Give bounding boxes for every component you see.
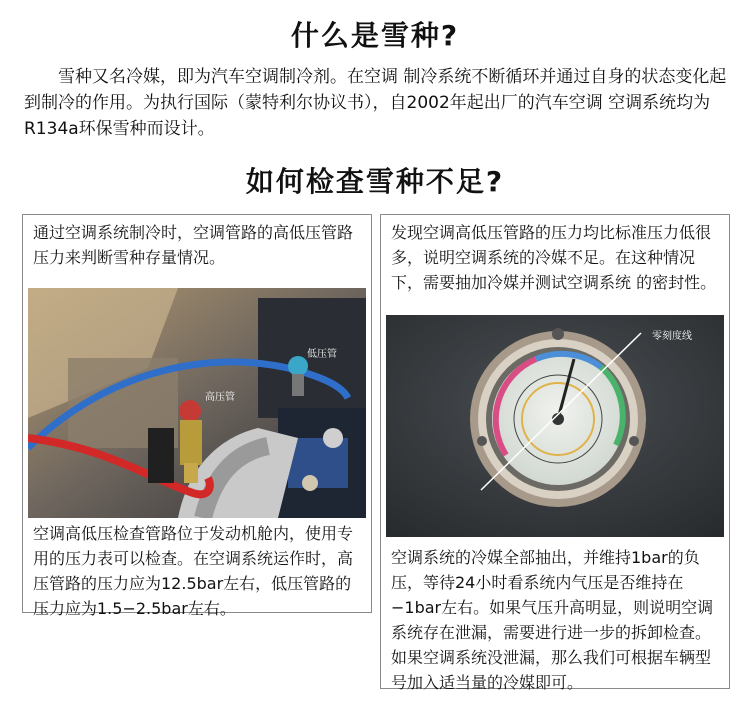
- high-pressure-pipe-label: 高压管: [205, 392, 235, 403]
- low-pressure-pipe-label: 低压管: [307, 349, 337, 360]
- right-panel: [380, 214, 730, 692]
- zero-scale-line-label: 零刻度线: [652, 331, 692, 342]
- section-title-check-refrigerant: 如何检查雪种不足?: [245, 165, 505, 198]
- intro-paragraph: 雪种又名冷媒，即为汽车空调制冷剂。在空调 制冷系统不断循环并通过自身的状态变化起到制冷的作用。为执行国际（蒙特利尔协议书），自2002年起出厂的汽车空调 空调系统均为R134a环保雪种而设计。: [24, 67, 727, 139]
- left-panel-top-text: 通过空调系统制冷时，空调管路的高低压管路压力来判断雪种存量情况。: [33, 223, 354, 267]
- section-title-what-is-refrigerant: 什么是雪种?: [290, 19, 460, 52]
- left-panel: [22, 214, 372, 618]
- left-panel-bottom-text: 空调高低压检查管路位于发动机舱内，使用专用的压力表可以检查。在空调系统运作时，高压管路的压力应为12.5bar左右，低压管路的压力应为1.5−2.5bar左右。: [33, 524, 354, 618]
- right-panel-bottom-text: 空调系统的冷媒全部抽出，并维持1bar的负压，等待24小时看系统内气压是否维持在−1bar左右。如果气压升高明显，则说明空调系统存在泄漏，需要进行进一步的拆卸检查。如果空调系统没泄漏，那么我们可根据车辆型号加入适当量的冷媒即可。: [391, 548, 714, 692]
- right-panel-top-text: 发现空调高低压管路的压力均比标准压力低很多，说明空调系统的冷媒不足。在这种情况下，需要抽加冷媒并测试空调系统 的密封性。: [391, 223, 717, 292]
- engine-bay-photo: [28, 288, 366, 518]
- pressure-gauge-photo: [386, 315, 724, 537]
